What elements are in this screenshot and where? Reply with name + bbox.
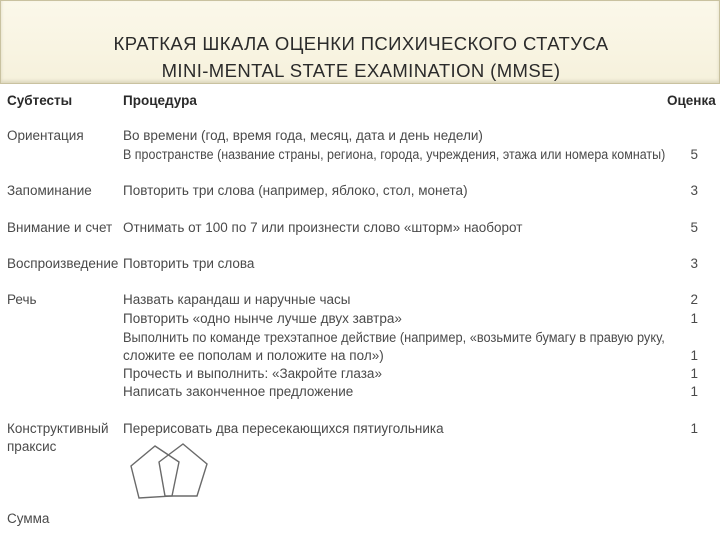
score-value: 1 — [690, 366, 698, 381]
procedure-line: Во времени (год, время года, месяц, дата и день недели) — [123, 128, 483, 143]
subtest-praxis-line2: праксис — [7, 439, 57, 454]
title-line-1: КРАТКАЯ ШКАЛА ОЦЕНКИ ПСИХИЧЕСКОГО СТАТУСА — [113, 33, 609, 54]
title-line-2: MINI-MENTAL STATE EXAMINATION (MMSE) — [161, 60, 561, 81]
procedure-line: В пространстве (название страны, региона, города, учреждения, этажа или номера комнаты) — [123, 147, 666, 162]
score-value: 1 — [690, 384, 698, 399]
score-value: 1 — [690, 311, 698, 326]
procedure-line: Повторить три слова — [123, 256, 255, 271]
procedure-line: Отнимать от 100 по 7 или произнести слово «шторм» наоборот — [123, 220, 523, 235]
procedure-line: Перерисовать два пересекающихся пятиугольника — [123, 421, 444, 436]
subtest-orientation: Ориентация — [7, 128, 84, 143]
slide-title-banner — [0, 0, 720, 84]
procedure-line: Выполнить по команде трехэтапное действие (например, «возьмите бумагу в правую руку, — [123, 330, 665, 345]
subtest-recall: Воспроизведение — [7, 256, 119, 271]
subtest-total: Сумма — [7, 511, 50, 526]
score-value: 1 — [690, 421, 698, 436]
score-value: 5 — [690, 220, 698, 235]
procedure-line: Повторить «одно нынче лучше двух завтра» — [123, 311, 402, 326]
score-value: 2 — [690, 292, 698, 307]
procedure-line: Назвать карандаш и наручные часы — [123, 292, 351, 307]
intersecting-pentagons-icon — [125, 438, 225, 518]
score-value: 3 — [690, 256, 698, 271]
score-value: 3 — [690, 183, 698, 198]
procedure-line: Прочесть и выполнить: «Закройте глаза» — [123, 366, 382, 381]
subtest-attention: Внимание и счет — [7, 220, 113, 235]
score-value: 5 — [690, 147, 698, 162]
subtest-language: Речь — [7, 292, 37, 307]
subtest-praxis-line1: Конструктивный — [7, 421, 109, 436]
procedure-line: сложите ее пополам и положите на пол») — [123, 348, 384, 363]
header-procedure: Процедура — [123, 93, 197, 108]
header-subtests: Субтесты — [7, 93, 73, 108]
procedure-line: Написать законченное предложение — [123, 384, 354, 399]
header-score: Оценка — [667, 93, 716, 108]
subtest-registration: Запоминание — [7, 183, 92, 198]
procedure-line: Повторить три слова (например, яблоко, стол, монета) — [123, 183, 468, 198]
score-value: 1 — [690, 348, 698, 363]
